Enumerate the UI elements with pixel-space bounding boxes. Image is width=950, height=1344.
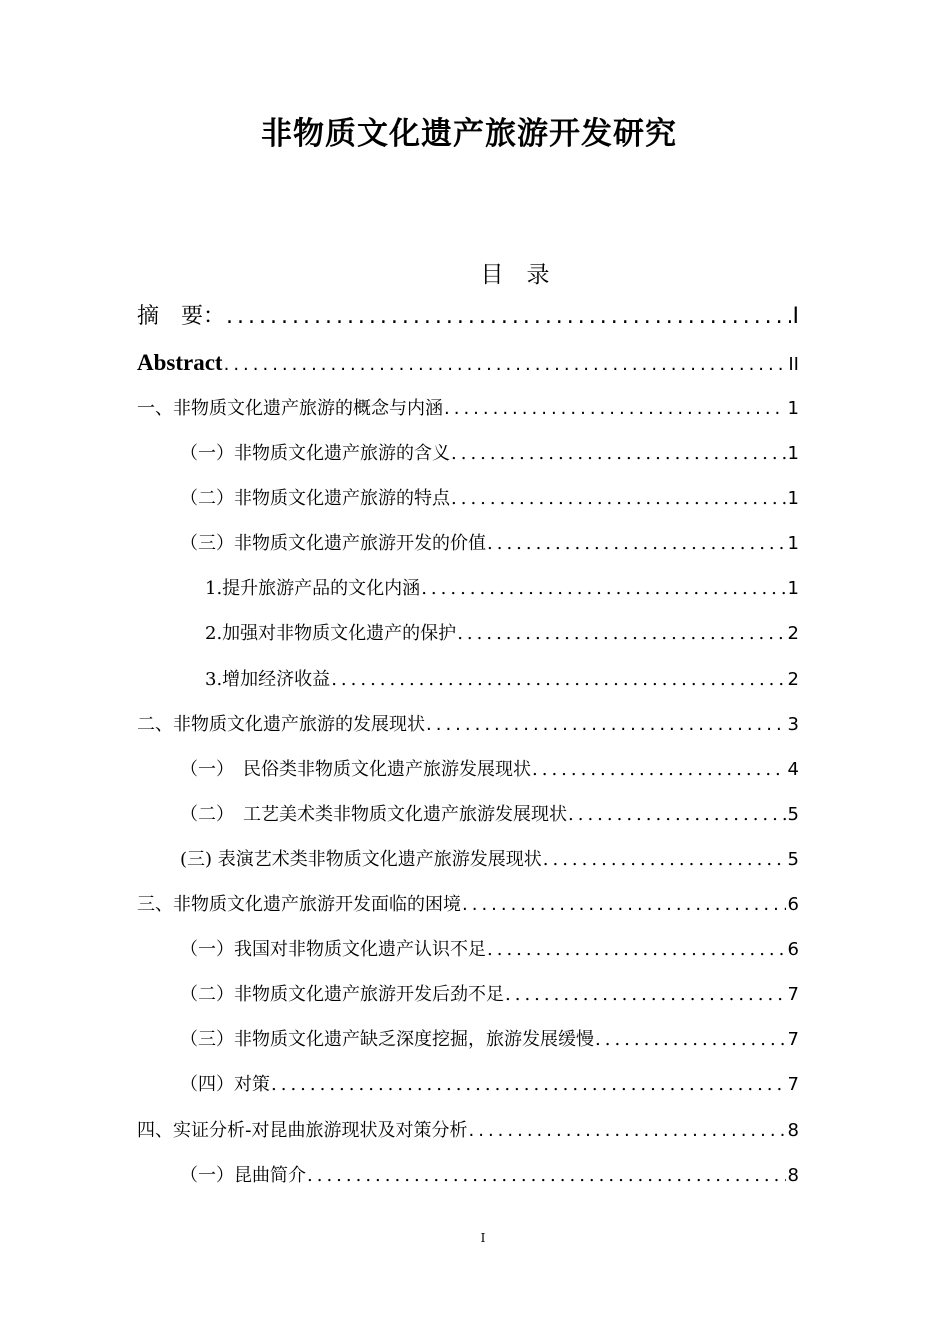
toc-entry-section-1-2[interactable]	[180, 484, 799, 514]
toc-entry-label: 三、非物质文化遗产旅游开发面临的困境	[137, 894, 461, 915]
toc-entry-page: 2	[787, 623, 799, 644]
toc-entry-page: II	[788, 354, 799, 375]
toc-entry-page: 1	[787, 533, 799, 554]
toc-entry-label: （二） 工艺美术类非物质文化遗产旅游发展现状	[180, 804, 567, 825]
toc-entry-page: 1	[787, 578, 799, 599]
toc-entry-subsection-1-3-3[interactable]	[205, 665, 799, 695]
toc-entry-section-4-1[interactable]	[180, 1161, 799, 1191]
toc-leader-dots	[461, 890, 786, 920]
toc-entry-label: 二、非物质文化遗产旅游的发展现状	[137, 714, 425, 735]
toc-entry-page: 6	[787, 894, 799, 915]
toc-entry-page: 7	[787, 984, 799, 1005]
toc-entry-page: 1	[787, 398, 799, 419]
toc-entry-label: （二）非物质文化遗产旅游的特点	[180, 488, 450, 509]
toc-entry-label: （三）非物质文化遗产旅游开发的价值	[180, 533, 486, 554]
toc-entry-abstract-en[interactable]	[137, 348, 799, 378]
toc-entry-page: 3	[787, 714, 799, 735]
toc-leader-dots	[486, 529, 786, 559]
toc-entry-label: （四）对策	[180, 1074, 270, 1095]
toc-entry-page: 5	[787, 804, 799, 825]
toc-entry-page: I	[792, 304, 799, 329]
toc-entry-section-1-3[interactable]	[180, 529, 799, 559]
toc-entry-page: 1	[787, 443, 799, 464]
toc-entry-label: （一）昆曲简介	[180, 1165, 306, 1186]
toc-entry-page: 8	[787, 1165, 799, 1186]
toc-entry-page: 8	[787, 1120, 799, 1141]
toc-entry-label: 3.增加经济收益	[205, 669, 331, 690]
toc-entry-label: (三) 表演艺术类非物质文化遗产旅游发展现状	[180, 849, 542, 870]
toc-leader-dots	[594, 1025, 786, 1055]
toc-entry-section-3-2[interactable]	[180, 980, 799, 1010]
toc-entry-page: 4	[787, 759, 799, 780]
toc-leader-dots	[420, 574, 785, 604]
document-title: 非物质文化遗产旅游开发研究	[261, 116, 677, 152]
toc-leader-dots	[468, 1116, 786, 1146]
toc-entry-label: （一）非物质文化遗产旅游的含义	[180, 443, 450, 464]
toc-entry-page: 1	[787, 488, 799, 509]
toc-leader-dots	[486, 935, 786, 965]
toc-entry-chapter-3[interactable]	[137, 890, 799, 920]
footer-page-number: I	[480, 1231, 486, 1245]
toc-entry-label: Abstract	[137, 350, 223, 375]
toc-entry-label: （三）非物质文化遗产缺乏深度挖掘，旅游发展缓慢	[180, 1029, 594, 1050]
toc-entry-label: （二）非物质文化遗产旅游开发后劲不足	[180, 984, 504, 1005]
toc-leader-dots	[456, 619, 785, 649]
toc-entry-label: 2.加强对非物质文化遗产的保护	[205, 623, 457, 644]
toc-entry-chapter-4[interactable]	[137, 1116, 799, 1146]
toc-entry-section-3-3[interactable]	[180, 1025, 799, 1055]
toc-leader-dots	[443, 394, 786, 424]
toc-entry-label: （一） 民俗类非物质文化遗产旅游发展现状	[180, 759, 531, 780]
toc-leader-dots	[450, 439, 786, 469]
toc-entry-section-3-4[interactable]	[180, 1070, 799, 1100]
toc-entry-label: 一、非物质文化遗产旅游的概念与内涵	[137, 398, 443, 419]
toc-entry-section-2-1[interactable]	[180, 755, 799, 785]
toc-entry-section-1-1[interactable]	[180, 439, 799, 469]
toc-leader-dots	[330, 665, 785, 695]
toc-leader-dots	[504, 980, 786, 1010]
toc-leader-dots	[567, 800, 786, 830]
toc-leader-dots	[306, 1161, 786, 1191]
toc-leader-dots	[223, 350, 787, 380]
toc-leader-dots	[270, 1070, 786, 1100]
toc-entry-label: 四、实证分析-对昆曲旅游现状及对策分析	[137, 1120, 468, 1141]
toc-leader-dots	[450, 484, 786, 514]
toc-entry-subsection-1-3-2[interactable]	[205, 619, 799, 649]
toc-heading: 目 录	[480, 262, 550, 288]
toc-leader-dots	[531, 755, 786, 785]
toc-entry-abstract-cn[interactable]	[137, 302, 799, 332]
toc-entry-page: 7	[787, 1029, 799, 1050]
toc-entry-label: 1.提升旅游产品的文化内涵	[205, 578, 421, 599]
toc-leader-dots	[225, 302, 790, 332]
toc-entry-section-2-2[interactable]	[180, 800, 799, 830]
toc-entry-page: 6	[787, 939, 799, 960]
toc-entry-label: 摘 要：	[137, 304, 226, 329]
toc-entry-subsection-1-3-1[interactable]	[205, 574, 799, 604]
toc-entry-chapter-2[interactable]	[137, 710, 799, 740]
toc-entry-label: （一）我国对非物质文化遗产认识不足	[180, 939, 486, 960]
toc-entry-page: 2	[787, 669, 799, 690]
toc-entry-page: 5	[787, 849, 799, 870]
toc-entry-chapter-1[interactable]	[137, 394, 799, 424]
toc-entry-section-3-1[interactable]	[180, 935, 799, 965]
toc-entry-page: 7	[787, 1074, 799, 1095]
toc-leader-dots	[542, 845, 786, 875]
toc-entry-section-2-3[interactable]	[180, 845, 799, 875]
toc-leader-dots	[425, 710, 786, 740]
